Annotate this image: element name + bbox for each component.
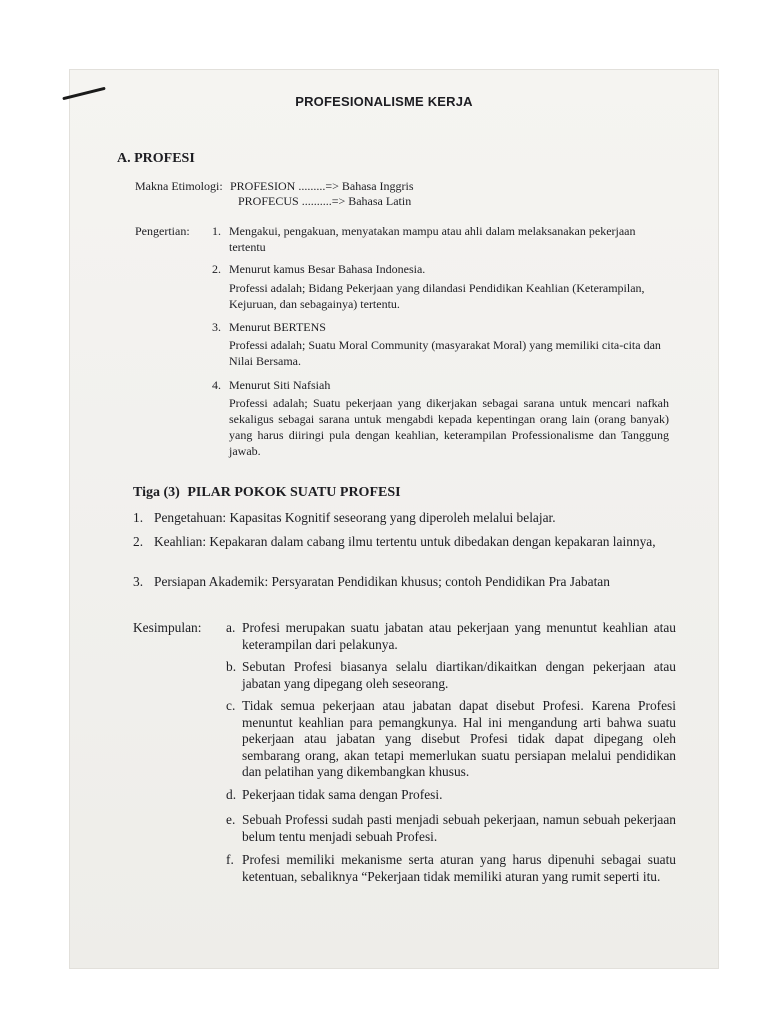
pilar-heading bbox=[133, 485, 401, 501]
kesimpulan-item-c: Tidak semua pekerjaan atau jabatan dapat disebut Profesi. Karena Profesi menuntut keahlian para pemangkunya. Hal ini mengandung arti bahwa suatu pekerjaan atau jabatan yang disebut Profesi tidak dapat dipegang oleh sembarang orang, akan tetapi memerlukan suatu persiapan melalui pendidikan dan pelatihan yang dikembangkan khusus. bbox=[242, 698, 676, 779]
kesimpulan-letter-d: d. bbox=[226, 787, 237, 802]
pilar-item-1: Pengetahuan: Kapasitas Kognitif seseorang yang diperoleh melalui belajar. bbox=[154, 510, 556, 525]
pilar-num-2: 2. bbox=[133, 534, 144, 549]
pilar-item-3: Persiapan Akademik: Persyaratan Pendidikan khusus; contoh Pendidikan Pra Jabatan bbox=[154, 574, 610, 589]
pilar-heading-prefix: Tiga (3) bbox=[133, 485, 180, 500]
kesimpulan-item-f: Profesi memiliki mekanisme serta aturan yang harus dipenuhi sebagai suatu ketentuan, sebaliknya “Pekerjaan tidak memiliki aturan yang rumit seperti itu. bbox=[242, 852, 676, 884]
pengertian-num-4: 4. bbox=[212, 378, 221, 392]
pengertian-label: Pengertian: bbox=[135, 224, 190, 238]
kesimpulan-item-d: Pekerjaan tidak sama dengan Profesi. bbox=[242, 787, 443, 802]
document-title: PROFESIONALISME KERJA bbox=[295, 94, 473, 109]
etimologi-label: Makna Etimologi: bbox=[135, 179, 223, 193]
pengertian-item-3: Menurut BERTENS bbox=[229, 320, 326, 334]
pengertian-item-3-detail: Professi adalah; Suatu Moral Community (masyarakat Moral) yang memiliki cita-cita dan Nilai Bersama. bbox=[229, 338, 661, 368]
etimologi-line-2: PROFECUS ..........=> Bahasa Latin bbox=[238, 194, 412, 208]
pengertian-item-2-detail: Professi adalah; Bidang Pekerjaan yang dilandasi Pendidikan Keahlian (Keterampilan, Kejuruan, dan sebagainya) tertentu. bbox=[229, 281, 645, 311]
kesimpulan-item-a: Profesi merupakan suatu jabatan atau pekerjaan yang menuntut keahlian atau keterampilan dari pelakunya. bbox=[242, 620, 676, 652]
section-a-heading: A. PROFESI bbox=[117, 151, 195, 166]
kesimpulan-letter-c: c. bbox=[226, 698, 236, 713]
kesimpulan-letter-b: b. bbox=[226, 659, 237, 674]
kesimpulan-label: Kesimpulan: bbox=[133, 620, 202, 635]
kesimpulan-letter-e: e. bbox=[226, 812, 236, 827]
pilar-heading-main: PILAR POKOK SUATU PROFESI bbox=[187, 485, 401, 500]
etimologi-line-1: PROFESION .........=> Bahasa Inggris bbox=[230, 179, 414, 193]
pengertian-item-4: Menurut Siti Nafsiah bbox=[229, 378, 331, 392]
pengertian-num-2: 2. bbox=[212, 262, 221, 276]
kesimpulan-item-b: Sebutan Profesi biasanya selalu diartikan/dikaitkan dengan pekerjaan atau jabatan yang dipegang oleh seseorang. bbox=[242, 659, 676, 691]
pilar-item-2: Keahlian: Kepakaran dalam cabang ilmu tertentu untuk dibedakan dengan kepakaran lainnya, bbox=[154, 534, 656, 549]
kesimpulan-item-e: Sebuah Professi sudah pasti menjadi sebuah pekerjaan, namun sebuah pekerjaan belum tentu menjadi sebuah Profesi. bbox=[242, 812, 676, 844]
pengertian-item-4-detail: Professi adalah; Suatu pekerjaan yang dikerjakan sebagai sarana untuk mencari nafkah sekaligus sebagai sarana untuk mengabdi kepada kepentingan orang lain (orang banyak) yang harus diiringi pula dengan keahlian, keterampilan Professionalisme dan Tanggung jawab. bbox=[229, 396, 669, 458]
kesimpulan-letter-f: f. bbox=[226, 852, 234, 867]
pengertian-num-3: 3. bbox=[212, 320, 221, 334]
pilar-num-1: 1. bbox=[133, 510, 144, 525]
pengertian-item-1: Mengakui, pengakuan, menyatakan mampu atau ahli dalam melaksanakan pekerjaan tertentu bbox=[229, 224, 636, 254]
kesimpulan-letter-a: a. bbox=[226, 620, 236, 635]
pilar-num-3: 3. bbox=[133, 574, 144, 589]
pengertian-item-2: Menurut kamus Besar Bahasa Indonesia. bbox=[229, 262, 426, 276]
pengertian-num-1: 1. bbox=[212, 224, 221, 238]
